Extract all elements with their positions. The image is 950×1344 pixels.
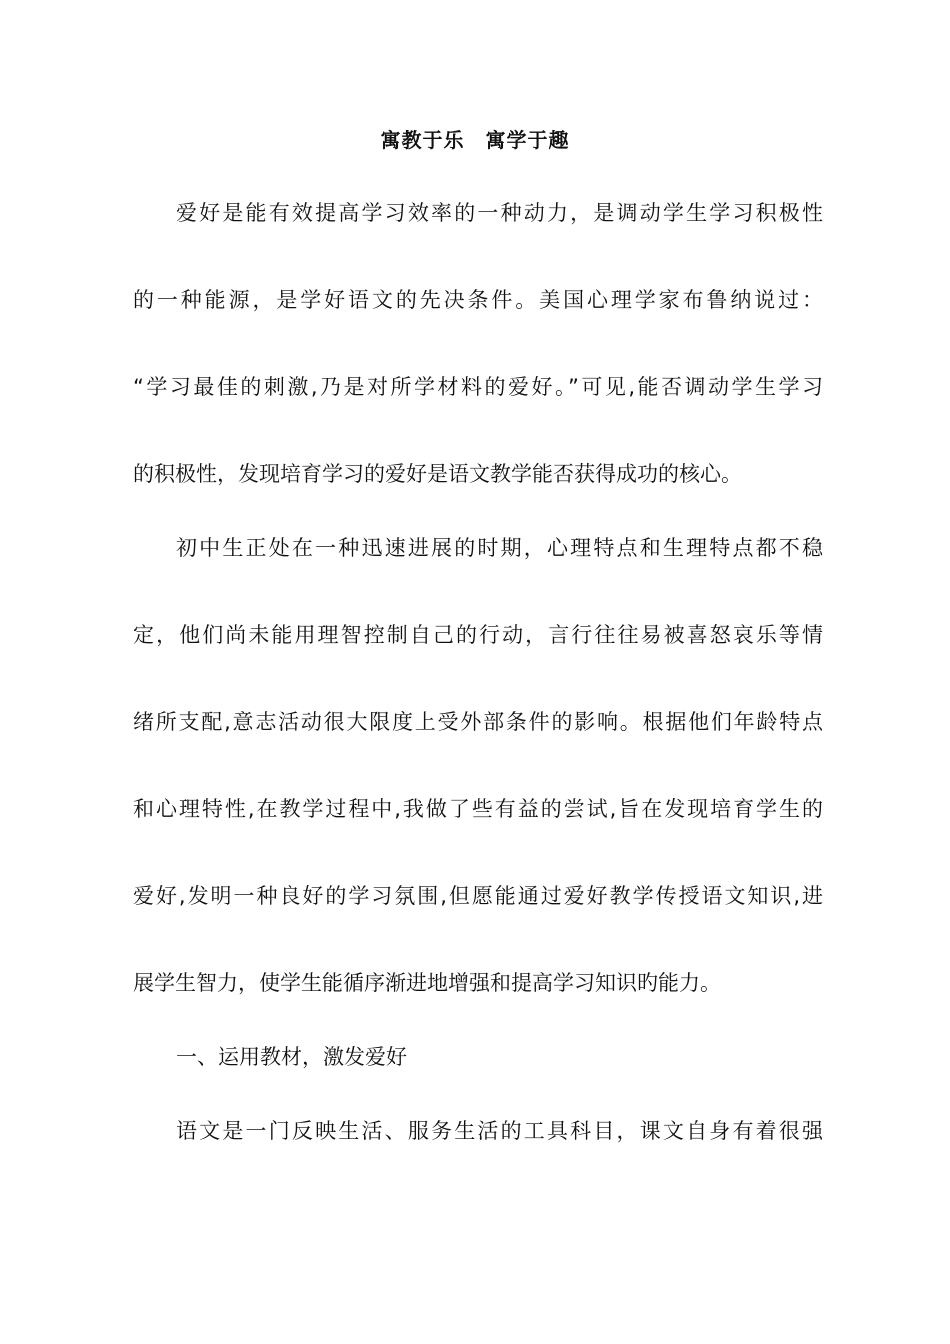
paragraph-1-line-3: “学习最佳的刺激,乃是对所学材料的爱好。”可见,能否调动学生学习	[133, 375, 823, 399]
section-heading: 一、运用教材，激发爱好	[176, 1045, 407, 1069]
paragraph-2-line-2: 定，他们尚未能用理智控制自己的行动，言行往往易被喜怒哀乐等情	[133, 623, 823, 647]
paragraph-2-line-6: 展学生智力，使学生能循序渐进地增强和提高学习知识旳能力。	[133, 971, 721, 995]
document-title: 寓教于乐 寓学于趣	[380, 128, 570, 152]
paragraph-1-line-1: 爱好是能有效提高学习效率的一种动力，是调动学生学习积极性	[176, 201, 823, 225]
paragraph-2-line-5: 爱好,发明一种良好的学习氛围,但愿能通过爱好教学传授语文知识,进	[133, 884, 823, 908]
paragraph-1-line-4: 的积极性，发现培育学习的爱好是语文教学能否获得成功的核心。	[133, 462, 742, 486]
paragraph-2-line-1: 初中生正处在一种迅速进展的时期，心理特点和生理特点都不稳	[176, 536, 823, 560]
paragraph-1-line-2: 的一种能源，是学好语文的先决条件。美国心理学家布鲁纳说过：	[133, 288, 823, 312]
paragraph-2-line-4: 和心理特性,在教学过程中,我做了些有益的尝试,旨在发现培育学生的	[133, 797, 823, 821]
paragraph-3-line-1: 语文是一门反映生活、服务生活的工具科目，课文自身有着很强	[176, 1119, 823, 1143]
paragraph-2-line-3: 绪所支配,意志活动很大限度上受外部条件的影响。根据他们年龄特点	[133, 710, 823, 734]
